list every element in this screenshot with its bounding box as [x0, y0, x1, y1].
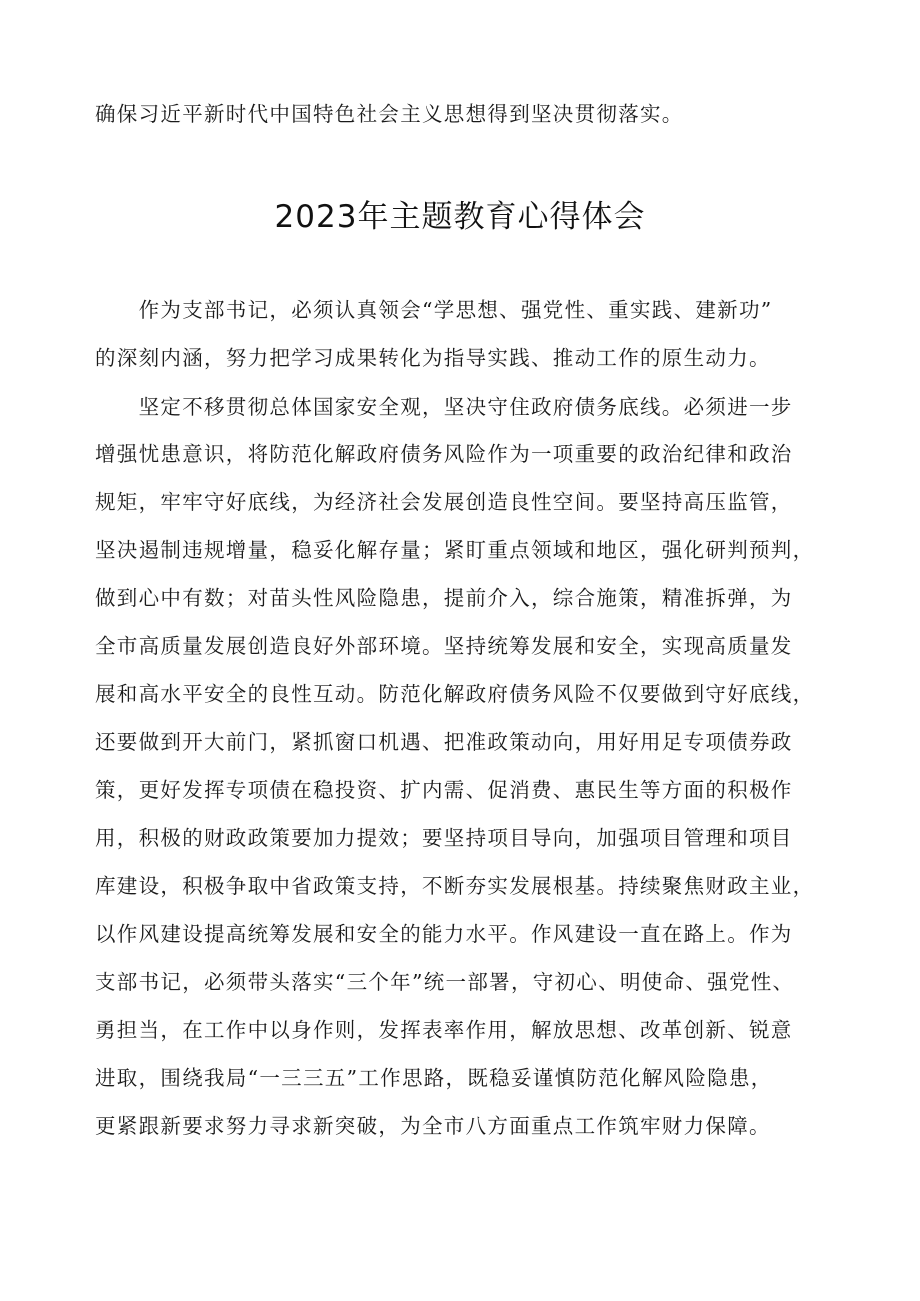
- paragraph-line: 进取，围绕我局“一三三五”工作思路，既稳妥谨慎防范化解风险隐患，: [95, 1066, 773, 1090]
- paragraph-line: 坚决遏制违规增量，稳妥化解存量；紧盯重点领域和地区，强化研判预判，: [95, 538, 815, 562]
- paragraph-line: 勇担当，在工作中以身作则，发挥表率作用，解放思想、改革创新、锐意: [95, 1018, 793, 1042]
- paragraph-line: 作为支部书记，必须认真领会“学思想、强党性、重实践、建新功”: [95, 298, 773, 322]
- paragraph-line: 策，更好发挥专项债在稳投资、扩内需、促消费、惠民生等方面的积极作: [95, 778, 793, 802]
- paragraph-line: 还要做到开大前门，紧抓窗口机遇、把准政策动向，用好用足专项债券政: [95, 730, 793, 754]
- paragraph-line: 坚定不移贯彻总体国家安全观，坚决守住政府债务底线。必须进一步: [95, 395, 793, 419]
- paragraph-line: 全市高质量发展创造良好外部环境。坚持统筹发展和安全，实现高质量发: [95, 634, 793, 658]
- intro-line: 确保习近平新时代中国特色社会主义思想得到坚决贯彻落实。: [95, 102, 684, 126]
- paragraph-line: 的深刻内涵，努力把学习成果转化为指导实践、推动工作的原生动力。: [95, 346, 771, 370]
- paragraph-line: 展和高水平安全的良性互动。防范化解政府债务风险不仅要做到守好底线，: [95, 682, 815, 706]
- paragraph-line: 库建设，积极争取中省政策支持，不断夯实发展根基。持续聚焦财政主业，: [95, 874, 815, 898]
- page-title: 2023年主题教育心得体会: [274, 199, 646, 235]
- paragraph-line: 以作风建设提高统筹发展和安全的能力水平。作风建设一直在路上。作为: [95, 922, 793, 946]
- paragraph-line: 用，积极的财政政策要加力提效；要坚持项目导向，加强项目管理和项目: [95, 826, 793, 850]
- paragraph-line: 增强忧患意识，将防范化解政府债务风险作为一项重要的政治纪律和政治: [95, 442, 793, 466]
- paragraph-line: 做到心中有数；对苗头性风险隐患，提前介入，综合施策，精准拆弹，为: [95, 586, 793, 610]
- paragraph-line: 更紧跟新要求努力寻求新突破，为全市八方面重点工作筑牢财力保障。: [95, 1114, 771, 1138]
- paragraph-line: 规矩，牢牢守好底线，为经济社会发展创造良性空间。要坚持高压监管，: [95, 490, 793, 514]
- paragraph-line: 支部书记，必须带头落实“三个年”统一部署，守初心、明使命、强党性、: [95, 970, 795, 994]
